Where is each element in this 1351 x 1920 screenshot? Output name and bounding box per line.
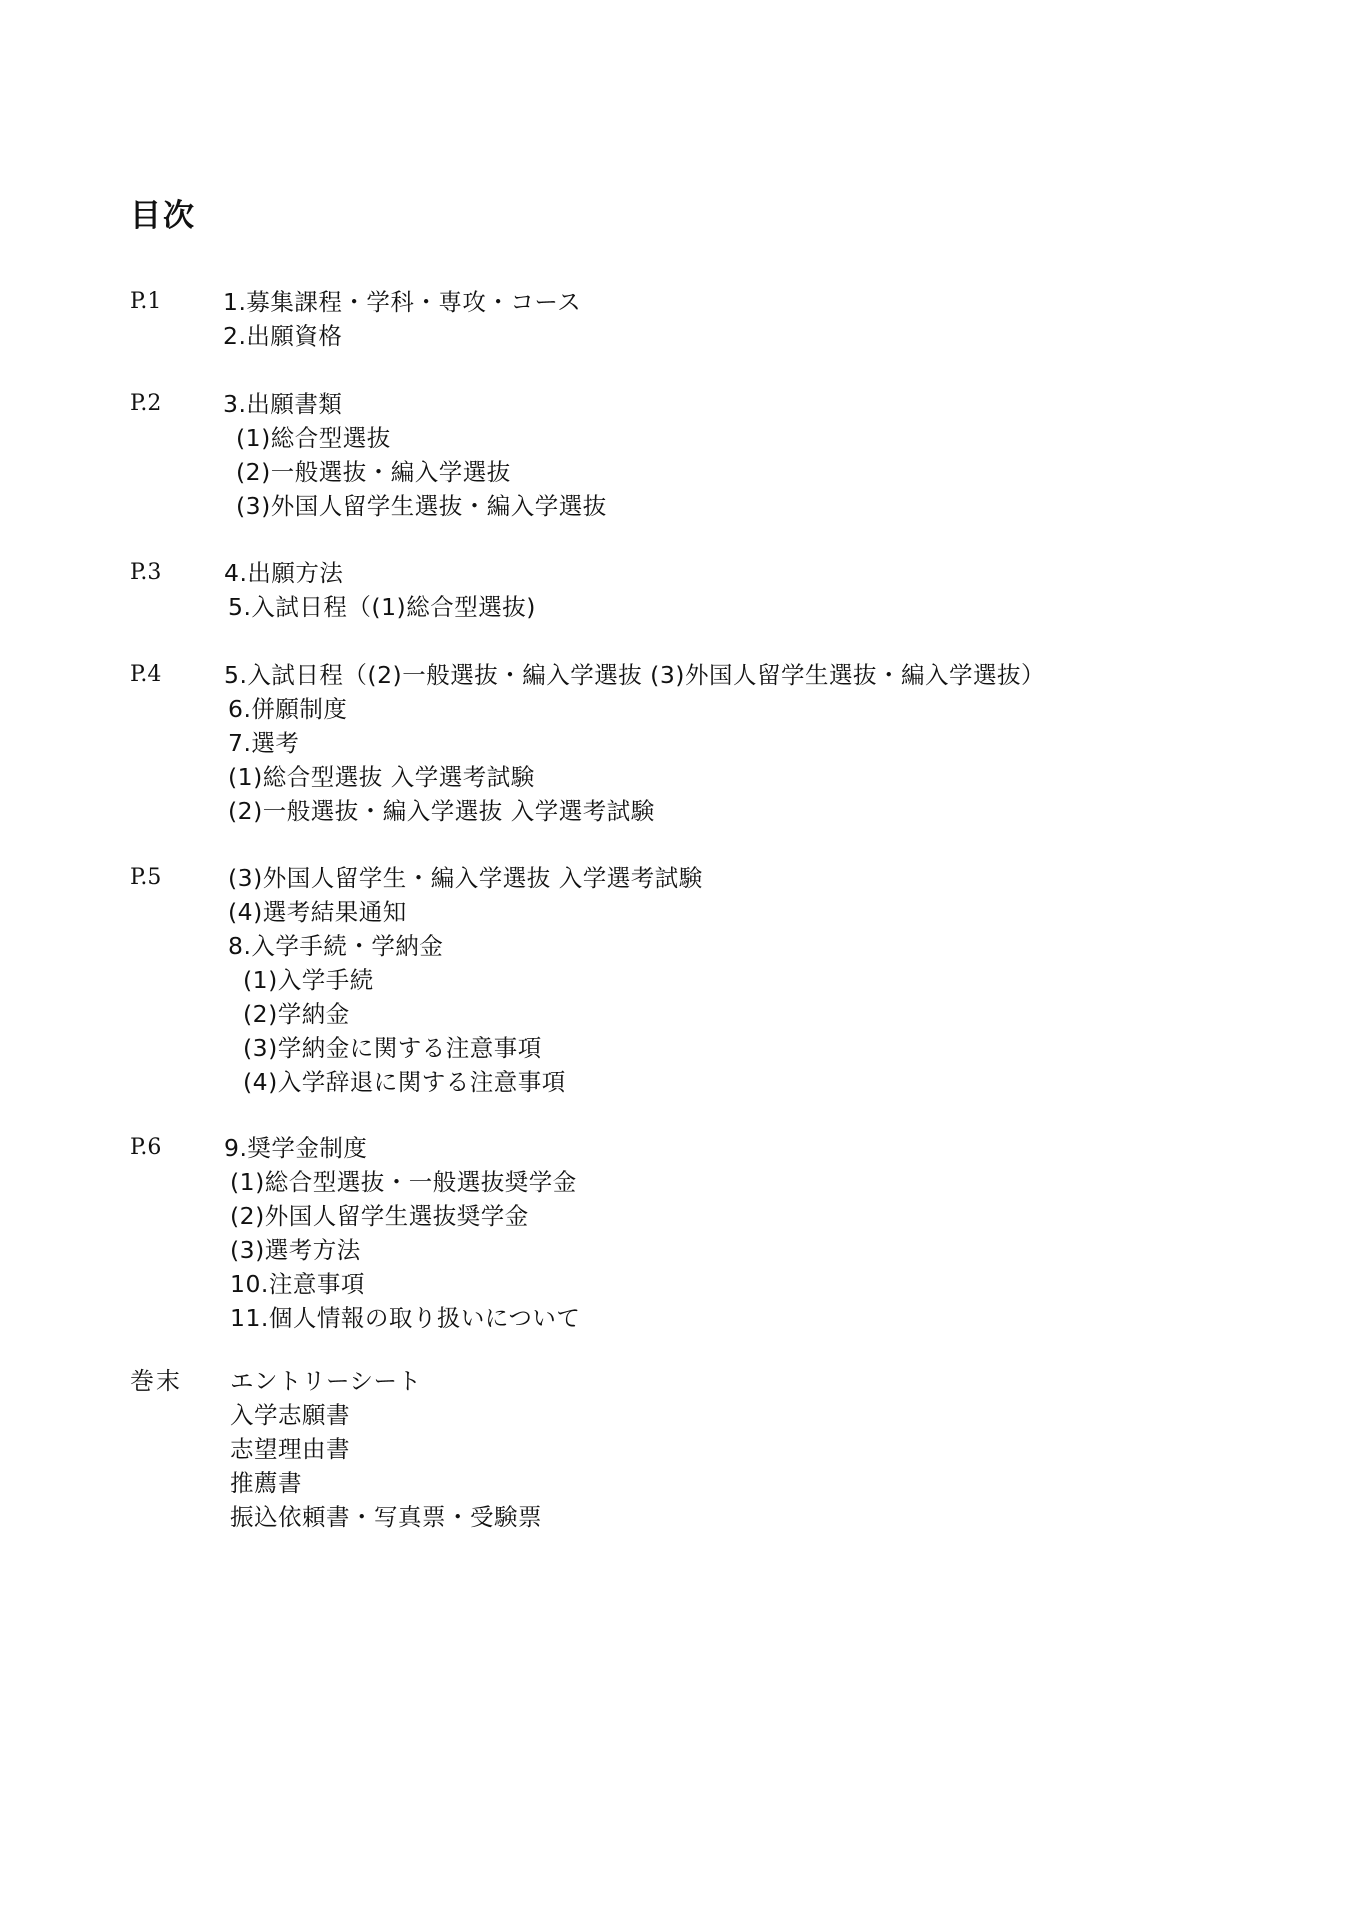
- toc-entry[interactable]: 志望理由書: [230, 1435, 350, 1463]
- toc-entry[interactable]: 3.出願書類: [223, 390, 343, 418]
- toc-entry[interactable]: 5.入試日程（(2)一般選抜・編入学選抜 (3)外国人留学生選抜・編入学選抜）: [224, 661, 1045, 689]
- toc-subentry[interactable]: (1)入学手続: [243, 966, 374, 994]
- toc-subentry[interactable]: (1)総合型選抜・一般選抜奨学金: [230, 1168, 577, 1196]
- toc-subentry[interactable]: (3)外国人留学生選抜・編入学選抜: [236, 492, 607, 520]
- toc-entry[interactable]: 5.入試日程（(1)総合型選抜): [228, 593, 536, 621]
- toc-subentry[interactable]: (3)選考方法: [230, 1236, 361, 1264]
- toc-subentry[interactable]: (2)一般選抜・編入学選抜 入学選考試験: [228, 797, 655, 825]
- toc-entry[interactable]: 推薦書: [230, 1469, 302, 1497]
- toc-entry[interactable]: 振込依頼書・写真票・受験票: [230, 1503, 542, 1531]
- toc-entry[interactable]: 6.併願制度: [228, 695, 348, 723]
- page-number-label: P.1: [130, 289, 162, 314]
- toc-subentry[interactable]: (2)一般選抜・編入学選抜: [236, 458, 511, 486]
- toc-entry[interactable]: 8.入学手続・学納金: [228, 932, 444, 960]
- page-number-label: P.4: [130, 662, 162, 687]
- toc-subentry[interactable]: (1)総合型選抜: [236, 424, 391, 452]
- toc-entry[interactable]: 10.注意事項: [230, 1270, 365, 1298]
- toc-subentry[interactable]: (2)学納金: [243, 1000, 350, 1028]
- toc-subentry[interactable]: (3)外国人留学生・編入学選抜 入学選考試験: [228, 864, 703, 892]
- toc-entry[interactable]: 9.奨学金制度: [224, 1134, 368, 1162]
- toc-entry[interactable]: 4.出願方法: [224, 559, 344, 587]
- toc-entry[interactable]: エントリーシート: [230, 1367, 422, 1395]
- toc-subentry[interactable]: (1)総合型選抜 入学選考試験: [228, 763, 535, 791]
- page-number-label: P.6: [130, 1135, 162, 1160]
- page-number-label: P.2: [130, 391, 162, 416]
- toc-entry[interactable]: 入学志願書: [230, 1401, 350, 1429]
- page-title: 目次: [130, 198, 196, 234]
- toc-entry[interactable]: 11.個人情報の取り扱いについて: [230, 1304, 581, 1332]
- toc-subentry[interactable]: (2)外国人留学生選抜奨学金: [230, 1202, 529, 1230]
- page-number-label: 巻末: [130, 1367, 182, 1395]
- toc-entry[interactable]: 2.出願資格: [223, 322, 343, 350]
- toc-subentry[interactable]: (3)学納金に関する注意事項: [243, 1034, 542, 1062]
- page-number-label: P.5: [130, 865, 162, 890]
- toc-subentry[interactable]: (4)入学辞退に関する注意事項: [243, 1068, 566, 1096]
- page-number-label: P.3: [130, 560, 162, 585]
- toc-subentry[interactable]: (4)選考結果通知: [228, 898, 407, 926]
- toc-entry[interactable]: 7.選考: [228, 729, 300, 757]
- toc-entry[interactable]: 1.募集課程・学科・専攻・コース: [223, 288, 582, 316]
